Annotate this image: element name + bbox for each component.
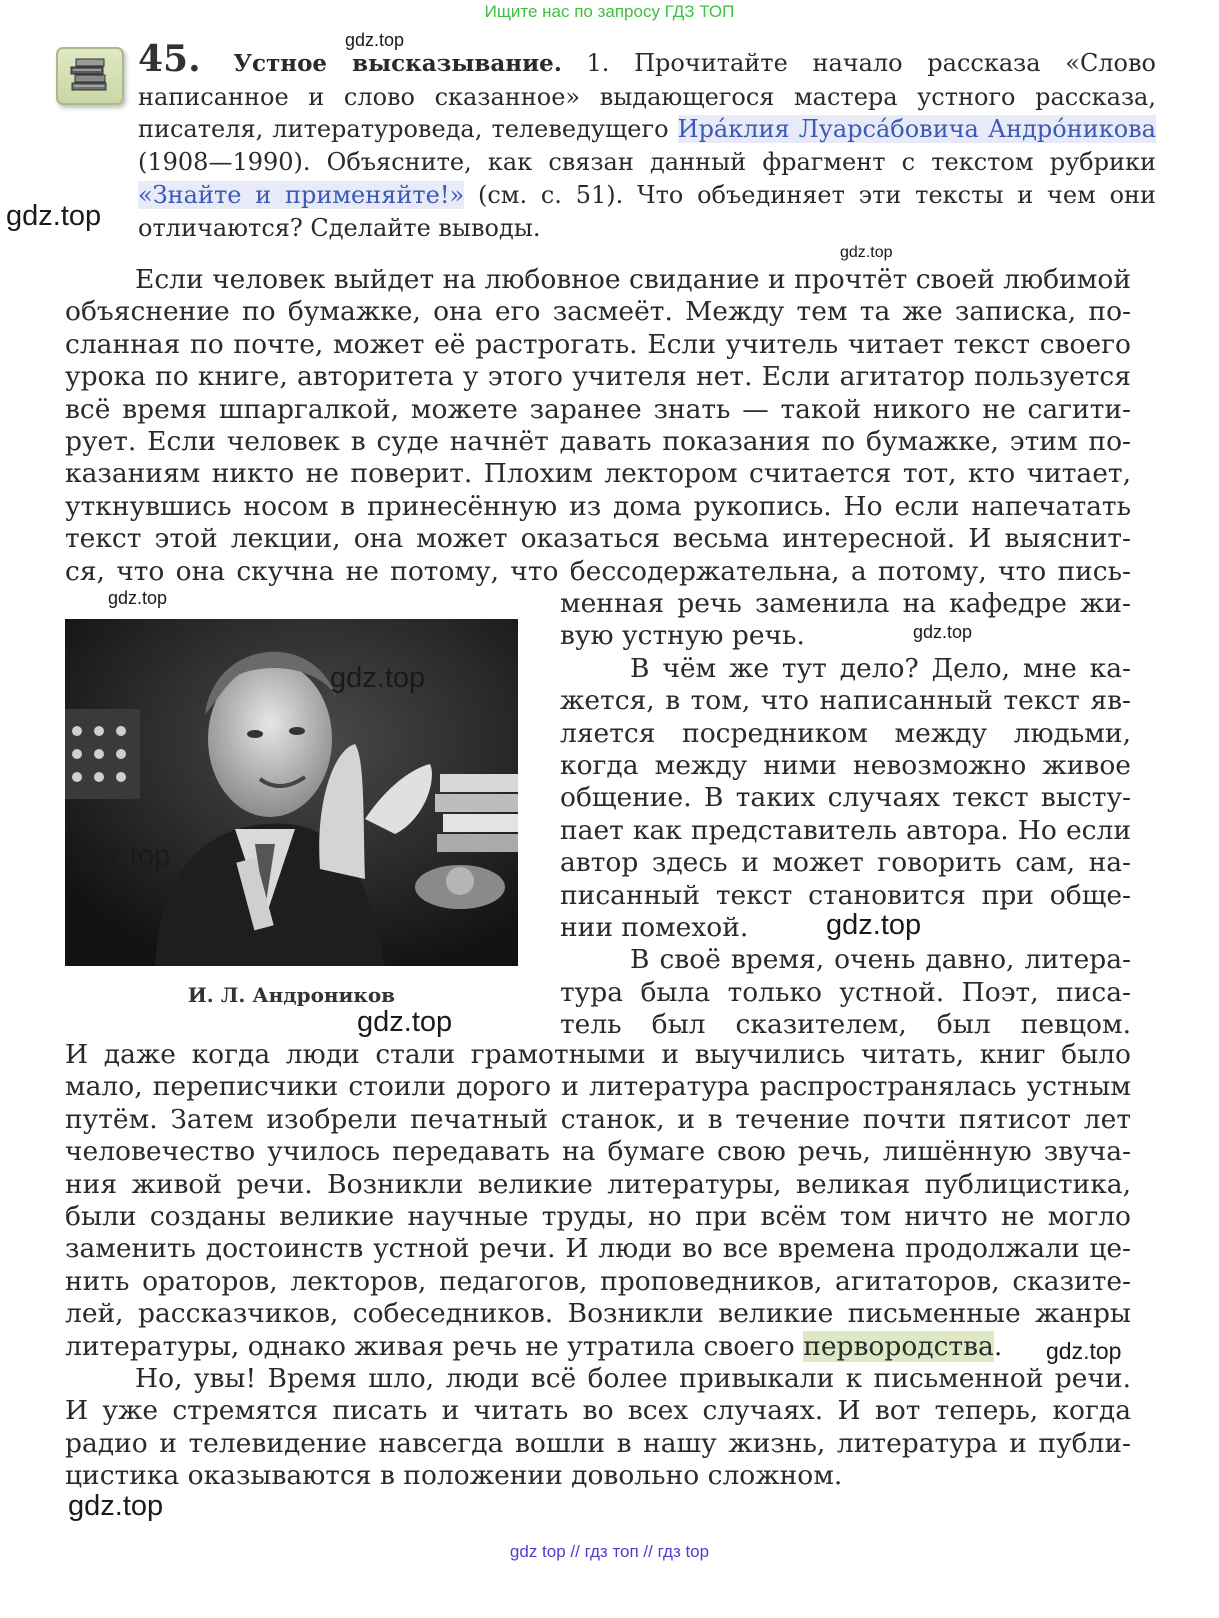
author-link[interactable]: Ира́клия Луарса́бовича Андро́никова — [677, 115, 1156, 144]
text-line: когда между ними невозможно живое — [560, 750, 1131, 782]
text-line — [65, 1331, 1131, 1363]
text-line: заменить достоинств устной речи. И люди во все времена продолжали це- — [65, 1233, 1131, 1265]
rubric-link[interactable]: «Знайте и применяйте!» — [138, 180, 465, 209]
text-line: общение. В таких случаях текст высту- — [560, 782, 1131, 814]
text-line: ся, что она скучна не потому, что бессодержательна, а потому, что пись- — [65, 555, 1131, 587]
text-line: жется, в том, что написанный текст яв- — [560, 685, 1131, 717]
watermark: gdz.top — [357, 1006, 453, 1038]
paragraph-3 — [65, 1039, 1131, 1363]
task-text-3: (см. с. 51). Что объединяет эти тексты и чем они отличаются? Сделайте выводы. — [138, 180, 1157, 242]
paragraph-1 — [65, 264, 1131, 588]
top-banner[interactable]: Ищите нас по запросу ГДЗ ТОП — [484, 2, 735, 21]
watermark: gdz.top — [6, 200, 102, 232]
text-line: мало, переписчики стоили дорого и литература распространялась устным — [65, 1071, 1131, 1103]
text-line: Если человек выйдет на любовное свидание и прочтёт своей любимой — [135, 264, 1131, 295]
text-line: казаниям никто не поверит. Плохим лектором считается тот, кто читает, — [65, 458, 1131, 490]
text-line: сланная по почте, может её растрогать. Если учитель читает текст своего — [65, 328, 1131, 360]
side-column — [560, 588, 1131, 1042]
text-line: писанный текст становится при обще- — [560, 879, 1131, 911]
text-line: уткнувшись носом в принесённую из дома рукопись. Но если напечатать — [65, 490, 1131, 522]
text-line: урока по книге, авторитета у этого учителя нет. Если агитатор пользуется — [65, 361, 1131, 393]
task-number: 45. — [138, 38, 201, 80]
text-line: менная речь заменила на кафедре жи- — [560, 588, 1131, 619]
watermark: gdz.top — [68, 1490, 164, 1522]
text-line: В своё время, очень давно, литера- — [630, 944, 1131, 976]
text-fragment: литературы, однако живая речь не утратила своего — [65, 1330, 795, 1362]
text-line: автор здесь и может говорить сам, на- — [560, 847, 1131, 879]
paragraph-4 — [65, 1363, 1131, 1493]
task-text-1: 1. Прочитайте начало рассказа «Слово написанное и слово сказанное» выдающегося мастера устного рассказа, писателя, литературоведа, телеведущего — [138, 49, 1156, 144]
text-line: тель был сказителем, был певцом. — [560, 1009, 1131, 1041]
text-line: И даже когда люди стали грамотными и выучились читать, книг было — [65, 1039, 1131, 1070]
portrait-photo — [65, 619, 518, 966]
footer-links[interactable]: gdz top // гдз топ // гдз top — [509, 1542, 710, 1561]
text-line: ния живой речи. Возникли великие литературы, великая публицистика, — [65, 1168, 1131, 1200]
task-heading: Устное высказывание. — [233, 50, 562, 77]
text-line: Но, увы! Время шло, люди всё более привыкали к письменной речи. — [135, 1363, 1131, 1394]
text-line: цистика оказываются в положении довольно сложном. — [65, 1460, 843, 1492]
text-line: рует. Если человек в суде начнёт давать показания по бумажке, этим по- — [65, 426, 1131, 458]
highlighted-word[interactable]: первородства — [803, 1330, 994, 1362]
watermark: gdz.top — [913, 622, 973, 642]
watermark: gdz.top — [330, 662, 426, 694]
text-line: И уже стремятся писать и читать во всех случаях. И вот теперь, когда — [65, 1395, 1131, 1427]
text-line: тура была только устной. Поэт, писа- — [560, 976, 1131, 1008]
text-line: нии помехой. — [560, 912, 749, 944]
text-line: радио и телевидение навсегда вошли в нашу жизнь, литература и публи- — [65, 1427, 1131, 1459]
text-line: нить ораторов, лекторов, педагогов, проповедников, агитаторов, сказите- — [65, 1265, 1131, 1297]
text-line: объяснение по бумажке, она его засмеёт. Между тем та же записка, по- — [65, 296, 1131, 328]
text-line: текст этой лекции, она может оказаться весьма интересной. И выяснит- — [65, 523, 1131, 555]
photo-caption: И. Л. Андроников — [187, 983, 396, 1007]
text-line: пает как представитель автора. Но если — [560, 814, 1131, 846]
text-line: путём. Затем изобрели печатный станок, и в течение почти пятисот лет — [65, 1103, 1131, 1135]
text-line: ляется посредником между людьми, — [560, 717, 1131, 749]
text-line: всё время шпаргалкой, можете заранее знать — такой никого не сагити- — [65, 393, 1131, 425]
text-line: лей, рассказчиков, собеседников. Возникли великие письменные жанры — [65, 1298, 1131, 1330]
task-text-2: (1908—1990). Объясните, как связан данный фрагмент с текстом рубрики — [138, 148, 1156, 177]
watermark: gdz.top — [840, 244, 893, 261]
watermark: gdz.top — [826, 909, 922, 941]
watermark: gdz.top — [1046, 1338, 1122, 1364]
watermark: gdz.top — [75, 840, 171, 872]
books-icon — [56, 47, 124, 105]
text-line: вую устную речь. — [560, 620, 805, 652]
text-fragment: . — [993, 1330, 1003, 1362]
text-line: были созданы великие научные труды, но при всём том ничто не могло — [65, 1201, 1131, 1233]
text-line: человечество училось передавать на бумаге свою речь, лишённую звуча- — [65, 1136, 1131, 1168]
watermark: gdz.top — [345, 30, 405, 50]
watermark: gdz.top — [108, 588, 168, 608]
text-line: В чём же тут дело? Дело, мне ка- — [630, 652, 1131, 684]
